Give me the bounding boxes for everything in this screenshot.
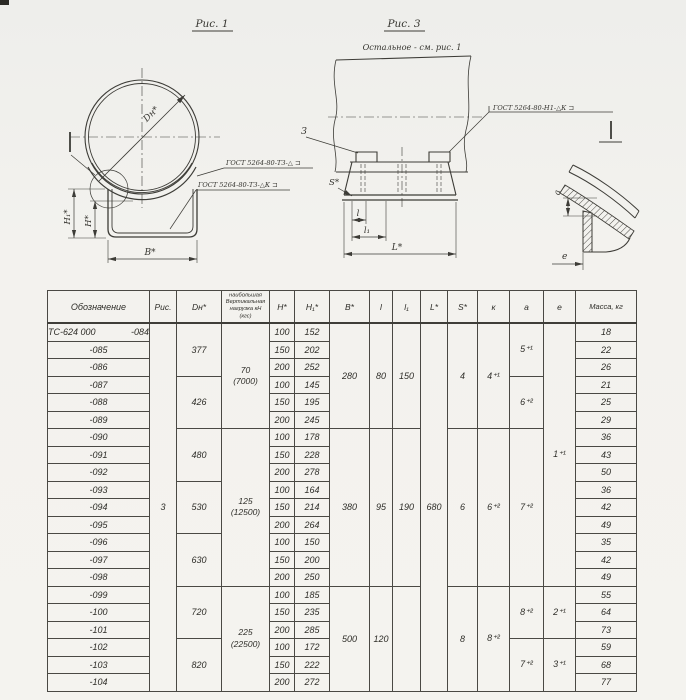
fig3-lug-right bbox=[429, 152, 450, 162]
cell-h1: 222 bbox=[295, 656, 330, 674]
cell-h: 150 bbox=[270, 446, 295, 464]
table-row bbox=[48, 323, 637, 341]
cell-h1: 235 bbox=[295, 604, 330, 622]
cell-mass: 35 bbox=[576, 534, 637, 552]
cell-h: 200 bbox=[270, 516, 295, 534]
col-header-L: L* bbox=[421, 291, 448, 324]
cell-mass: 49 bbox=[576, 569, 637, 587]
fig1-channel-inner bbox=[112, 189, 193, 233]
col-header-load bbox=[222, 291, 270, 324]
col-header-designation: Обозначение bbox=[48, 291, 150, 324]
cell-b: 500 bbox=[330, 586, 370, 691]
fig3-saddle-slope-left bbox=[344, 162, 352, 195]
fig3-break-left bbox=[333, 60, 336, 172]
cell-h1: 150 bbox=[295, 534, 330, 552]
fig3-weld-label: ГОСТ 5264-80-Н1-△К ⊐ bbox=[493, 104, 574, 112]
fig3-note: Остальное - см. рис. 1 bbox=[362, 42, 462, 52]
cell-s: 6 bbox=[448, 429, 478, 587]
cell-dn: 530 bbox=[177, 481, 222, 534]
designation-suffix: -084 bbox=[130, 327, 149, 338]
cell-h: 150 bbox=[270, 499, 295, 517]
cell-designation: -100 bbox=[48, 604, 150, 622]
cell-mass: 43 bbox=[576, 446, 637, 464]
cell-a: 6⁺² bbox=[510, 376, 544, 429]
cell-mass: 42 bbox=[576, 551, 637, 569]
cell-designation: -099 bbox=[48, 586, 150, 604]
cell-mass: 36 bbox=[576, 429, 637, 447]
cell-a: 8⁺² bbox=[510, 586, 544, 639]
cell-dn: 426 bbox=[177, 376, 222, 429]
cell-h1: 178 bbox=[295, 429, 330, 447]
detail-a-label: a bbox=[552, 189, 564, 197]
fig1-weld-lower-leader bbox=[170, 190, 196, 229]
drawing-figures bbox=[0, 0, 686, 288]
cell-designation: -092 bbox=[48, 464, 150, 482]
fig3-callout-label: 3 bbox=[301, 126, 308, 137]
cell-a: 7⁺² bbox=[510, 639, 544, 692]
cell-s: 8 bbox=[448, 586, 478, 691]
col-header-a: a bbox=[510, 291, 544, 324]
cell-dn: 720 bbox=[177, 586, 222, 639]
cell-h1: 172 bbox=[295, 639, 330, 657]
cell-designation: -098 bbox=[48, 569, 150, 587]
cell-h1: 252 bbox=[295, 359, 330, 377]
col-header-l1: l₁ bbox=[393, 291, 421, 324]
cell-b: 380 bbox=[330, 429, 370, 587]
cell-designation: -085 bbox=[48, 341, 150, 359]
cell-mass: 21 bbox=[576, 376, 637, 394]
cell-h: 200 bbox=[270, 621, 295, 639]
fig3-callout-leader bbox=[306, 137, 358, 153]
cell-h: 200 bbox=[270, 464, 295, 482]
cell-mass: 29 bbox=[576, 411, 637, 429]
fig1-section-leader bbox=[71, 155, 95, 175]
cell-l1 bbox=[393, 586, 421, 691]
detail-saddle-plate bbox=[560, 185, 634, 239]
fig3-hidden-ribs bbox=[361, 164, 441, 194]
cell-h: 100 bbox=[270, 586, 295, 604]
fig3-L-label: L* bbox=[391, 243, 403, 253]
cell-h: 100 bbox=[270, 534, 295, 552]
cell-h: 100 bbox=[270, 323, 295, 341]
cell-dn: 630 bbox=[177, 534, 222, 587]
cell-load bbox=[222, 323, 270, 429]
detail-e-label: e bbox=[562, 252, 568, 262]
col-header-mass bbox=[576, 291, 637, 324]
cell-mass: 36 bbox=[576, 481, 637, 499]
cell-designation bbox=[48, 323, 150, 341]
cell-mass: 49 bbox=[576, 516, 637, 534]
fig1-weld-lower-label: ГОСТ 5264-80-Т3-△К ⊐ bbox=[198, 181, 278, 189]
load-kgs: (12500) bbox=[230, 507, 261, 518]
figures-svg bbox=[0, 0, 686, 288]
col-header-b: B* bbox=[330, 291, 370, 324]
load-kgs: (7000) bbox=[233, 376, 258, 386]
cell-b: 280 bbox=[330, 323, 370, 429]
cell-l1: 150 bbox=[393, 323, 421, 429]
detail-pipe-wall-end-left bbox=[569, 165, 573, 172]
table-row bbox=[48, 586, 637, 604]
cell-h1: 195 bbox=[295, 394, 330, 412]
cell-mass: 73 bbox=[576, 621, 637, 639]
cell-h: 100 bbox=[270, 376, 295, 394]
fig3-l-label: l bbox=[356, 209, 360, 219]
cell-h: 100 bbox=[270, 429, 295, 447]
cell-h1: 264 bbox=[295, 516, 330, 534]
cell-h1: 200 bbox=[295, 551, 330, 569]
fig1-weld-upper-leader bbox=[197, 168, 224, 176]
cell-h: 200 bbox=[270, 674, 295, 692]
cell-h1: 152 bbox=[295, 323, 330, 341]
cell-load bbox=[222, 586, 270, 691]
fig1-h1-label: H₁* bbox=[63, 209, 73, 225]
cell-designation: -095 bbox=[48, 516, 150, 534]
cell-h: 150 bbox=[270, 604, 295, 622]
cell-h: 150 bbox=[270, 656, 295, 674]
col-header-fig: Рис. bbox=[150, 291, 177, 324]
cell-mass: 64 bbox=[576, 604, 637, 622]
col-header-mass-text: Масса, кг bbox=[589, 301, 623, 311]
cell-h1: 185 bbox=[295, 586, 330, 604]
load-kn: 125 bbox=[238, 496, 253, 507]
dimensions-table bbox=[47, 290, 637, 692]
fig3-saddle-slope-right bbox=[448, 162, 456, 195]
fig1-weld-upper-label: ГОСТ 5264-80-Т3-△ ⊐ bbox=[226, 159, 301, 167]
cell-designation: -086 bbox=[48, 359, 150, 377]
cell-h: 200 bbox=[270, 359, 295, 377]
col-header-load-text: наибольшая Вертикальная нагрузка кН (кгс) bbox=[225, 292, 266, 320]
cell-mass: 68 bbox=[576, 656, 637, 674]
cell-h1: 245 bbox=[295, 411, 330, 429]
cell-designation: -089 bbox=[48, 411, 150, 429]
cell-load bbox=[222, 429, 270, 587]
cell-designation: -088 bbox=[48, 394, 150, 412]
cell-h: 100 bbox=[270, 481, 295, 499]
cell-dn: 480 bbox=[177, 429, 222, 482]
cell-h: 100 bbox=[270, 639, 295, 657]
figure-3 bbox=[301, 18, 639, 270]
cell-dn: 820 bbox=[177, 639, 222, 692]
load-kn: 225 bbox=[238, 627, 253, 638]
cell-h1: 278 bbox=[295, 464, 330, 482]
cell-mass: 42 bbox=[576, 499, 637, 517]
cell-k: 8⁺² bbox=[478, 586, 510, 691]
cell-dn: 377 bbox=[177, 323, 222, 376]
fig3-lug-left bbox=[356, 152, 377, 162]
cell-s: 4 bbox=[448, 323, 478, 429]
cell-designation: -096 bbox=[48, 534, 150, 552]
fig3-title: Рис. 3 bbox=[387, 18, 421, 30]
cell-e: 2⁺¹ bbox=[544, 586, 576, 639]
load-kgs: (22500) bbox=[230, 638, 261, 649]
fig3-s-label: S* bbox=[329, 178, 340, 188]
load-kn: 70 bbox=[240, 364, 251, 375]
fig1-diameter-label: Dн* bbox=[141, 104, 162, 125]
cell-designation: -090 bbox=[48, 429, 150, 447]
cell-designation: -087 bbox=[48, 376, 150, 394]
cell-h1: 285 bbox=[295, 621, 330, 639]
cell-h: 150 bbox=[270, 394, 295, 412]
col-header-s: S* bbox=[448, 291, 478, 324]
cell-mass: 59 bbox=[576, 639, 637, 657]
col-header-l: l bbox=[370, 291, 393, 324]
cell-mass: 26 bbox=[576, 359, 637, 377]
table-header-row bbox=[48, 291, 637, 324]
cell-h: 200 bbox=[270, 411, 295, 429]
cell-designation: -104 bbox=[48, 674, 150, 692]
cell-l: 120 bbox=[370, 586, 393, 691]
cell-h1: 214 bbox=[295, 499, 330, 517]
col-header-dn: Dн* bbox=[177, 291, 222, 324]
cell-designation: -102 bbox=[48, 639, 150, 657]
cell-designation: -094 bbox=[48, 499, 150, 517]
cell-h: 200 bbox=[270, 569, 295, 587]
figure-1 bbox=[63, 18, 313, 263]
cell-l: 95 bbox=[370, 429, 393, 587]
cell-designation: -103 bbox=[48, 656, 150, 674]
cell-designation: -097 bbox=[48, 551, 150, 569]
cell-h1: 145 bbox=[295, 376, 330, 394]
fig3-l1-label: l₁ bbox=[363, 226, 371, 236]
cell-mass: 22 bbox=[576, 341, 637, 359]
fig1-title: Рис. 1 bbox=[195, 18, 229, 30]
cell-l: 80 bbox=[370, 323, 393, 429]
fig1-b-label: B* bbox=[144, 248, 156, 258]
cell-designation: -091 bbox=[48, 446, 150, 464]
cell-a: 5⁺¹ bbox=[510, 323, 544, 376]
cell-mass: 50 bbox=[576, 464, 637, 482]
cell-e: 1⁺¹ bbox=[544, 323, 576, 586]
fig1-h-label: H* bbox=[84, 215, 94, 227]
fig3-break-right bbox=[464, 56, 471, 172]
scan-corner-mark bbox=[0, 0, 9, 5]
cell-L: 680 bbox=[421, 323, 448, 691]
cell-h1: 250 bbox=[295, 569, 330, 587]
col-header-e: e bbox=[544, 291, 576, 324]
col-header-h: H* bbox=[270, 291, 295, 324]
cell-fig: 3 bbox=[150, 323, 177, 691]
cell-l1: 190 bbox=[393, 429, 421, 587]
fig3-weld-leader bbox=[449, 112, 489, 152]
detail-pipe-wall-end-right bbox=[635, 211, 639, 218]
cell-h: 150 bbox=[270, 551, 295, 569]
cell-e: 3⁺¹ bbox=[544, 639, 576, 692]
cell-designation: -101 bbox=[48, 621, 150, 639]
cell-h1: 202 bbox=[295, 341, 330, 359]
cell-mass: 25 bbox=[576, 394, 637, 412]
cell-mass: 55 bbox=[576, 586, 637, 604]
cell-a: 7⁺² bbox=[510, 429, 544, 587]
cell-k: 6⁺² bbox=[478, 429, 510, 587]
cell-h1: 164 bbox=[295, 481, 330, 499]
col-header-k: к bbox=[478, 291, 510, 324]
detail-support-wall bbox=[583, 211, 592, 252]
cell-mass: 77 bbox=[576, 674, 637, 692]
fig3-pipe-top bbox=[336, 56, 471, 60]
cell-h: 150 bbox=[270, 341, 295, 359]
col-header-h1: H₁* bbox=[295, 291, 330, 324]
cell-k: 4⁺¹ bbox=[478, 323, 510, 429]
cell-h1: 228 bbox=[295, 446, 330, 464]
cell-designation: -093 bbox=[48, 481, 150, 499]
cell-h1: 272 bbox=[295, 674, 330, 692]
cell-mass: 18 bbox=[576, 323, 637, 341]
designation-prefix: ТС-624 000 bbox=[48, 327, 96, 338]
